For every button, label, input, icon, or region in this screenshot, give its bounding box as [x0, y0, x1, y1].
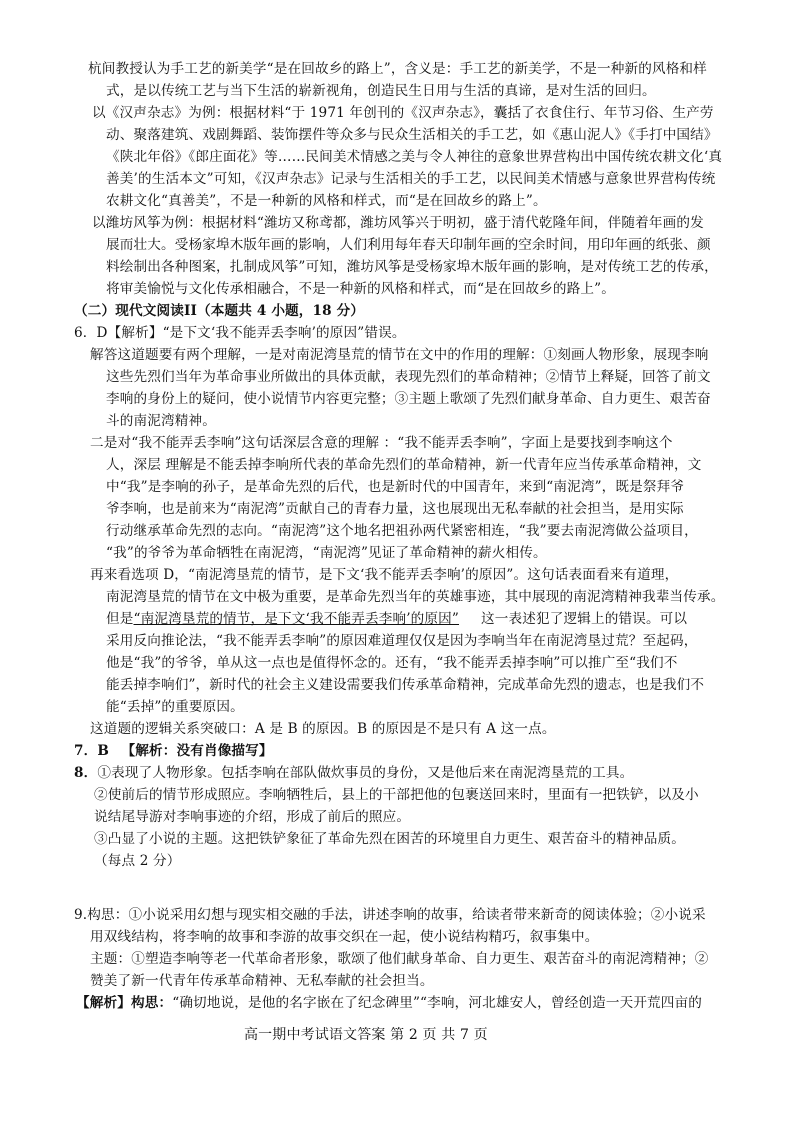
text-line: “我”的爷爷为革命牺牲在南泥湾，“南泥湾”见证了革命精神的薪火相传。 — [106, 545, 547, 561]
text-line: 善美’的生活本文”可知，《汉声杂志》记录与生活相关的手工艺，以民间美术情感与意象世界营构传统 — [106, 171, 716, 187]
text-line: 农耕文化“真善美”，不是一种新的风格和样式，而“是在回故乡的路上”。 — [106, 193, 547, 209]
text-line: 这道题的逻辑关系突破口：A 是 B 的原因。B 的原因是不是只有 A 这一点。 — [90, 721, 556, 737]
analysis-label: 【解析】构思： — [76, 995, 173, 1011]
text-line: 以潍坊风筝为例：根据材料“潍坊又称鸢都，潍坊风筝兴于明初，盛于清代乾隆年间，伴随着年画的发 — [92, 215, 704, 231]
text-line: 杭间教授认为手工艺的新美学“是在回故乡的路上”，含义是：手工艺的新美学，不是一种新的风格和样 — [88, 61, 707, 77]
question-6-answer-line: 6．D【解析】“是下文‘我不能弄丢李响’的原因”错误。 — [74, 325, 406, 341]
score-note: （每点 2 分） — [94, 853, 181, 869]
text-line: 用双线结构，将李响的故事和李游的故事交织在一起，使小说结构精巧，叙事集中。 — [90, 929, 599, 945]
text-line: 爷李响，也是前来为“南泥湾”贡献自己的青春力量，这也展现出无私奉献的社会担当，是用实际 — [106, 501, 684, 517]
text-line: 主题：①塑造李响等老一代革命者形象，歌颂了他们献身革命、自力更生、艰苦奋斗的南泥湾精神；② — [90, 951, 709, 967]
text-line: 将审美愉悦与文化传承相融合，不是一种新的风格和样式，而“是在回故乡的路上”。 — [106, 281, 615, 297]
question-7-text: 【解析：没有肖像描写】 — [121, 743, 273, 759]
text-line: 式，是以传统工艺与当下生活的崭新视角，创造民生日用与生活的真谛，是对生活的回归。 — [106, 83, 656, 99]
text-line: 南泥湾垦荒的情节在文中极为重要，是革命先烈当年的英雄事迹，其中展现的南泥湾精神我辈当传承。 — [106, 589, 725, 605]
text-line: 解答这道题要有两个理解，一是对南泥湾垦荒的情节在文中的作用的理解：①刻画人物形象，展现李响 — [90, 347, 709, 363]
text-line: 采用反向推论法，“我不能弄丢李响”的原因难道理仅仅是因为李响当年在南泥湾垦过荒？至起码， — [106, 633, 698, 649]
text-line: 说结尾导游对李响事迹的介绍，形成了前后的照应。 — [94, 809, 411, 825]
text-line: “确切地说，是他的名字嵌在了纪念碑里”“李响，河北雄安人，曾经创造一天开荒四亩的 — [172, 995, 703, 1011]
text-line: 《陕北年俗》《郎庄面花》等……民间美术情感之美与令人神往的意象世界营构出中国传统农耕文化‘真 — [106, 149, 723, 165]
text-line: 能丢掉李响们”，新时代的社会主义建设需要我们传承革命精神，完成革命先烈的遗志，也是我们不 — [106, 677, 705, 693]
text-fragment: 这一表述犯了逻辑上的错误。可以 — [481, 611, 688, 627]
text-line: 9.构思：①小说采用幻想与现实相交融的手法，讲述李响的故事，给读者带来新奇的阅读体验；②小说采 — [74, 907, 706, 923]
question-8-number: 8． — [74, 765, 98, 781]
text-line: 行动继承革命先烈的志向。“南泥湾”这个地名把祖孙两代紧密相连，“我”要去南泥湾做公益项目， — [106, 523, 698, 539]
text-line: 二是对“我不能弄丢李响”这句话深层含意的理解 ：“我不能弄丢李响”，字面上是要找到李响这个 — [90, 435, 673, 451]
paragraph-hansheng — [0, 102, 794, 212]
text-line: ③凸显了小说的主题。这把铁铲象征了革命先烈在困苦的环境里自力更生、艰苦奋斗的精神品质。 — [94, 831, 685, 847]
text-line: 这些先烈们当年为革命事业所做出的具体贡献，表现先烈们的革命精神；②情节上释疑，回答了前文 — [106, 369, 711, 385]
question-9 — [0, 904, 794, 1014]
paragraph-hangjian — [0, 58, 794, 102]
underlined-quote: “南泥湾垦荒的情节，是下文‘我不能弄丢李响’的原因” — [133, 611, 460, 627]
text-line: 动、聚落建筑、戏剧舞蹈、装饰摆件等众多与民众生活相关的手工艺，如《惠山泥人》《手打中国结》 — [106, 127, 718, 143]
text-line: 李响的身份上的疑问，使小说情节内容更完整；③主题上歌颂了先烈们献身革命、自力更生、艰苦奋 — [106, 391, 711, 407]
page-footer: 高一期中考试语文答案 第 2 页 共 7 页 — [244, 1027, 488, 1043]
text-line: 斗的南泥湾精神。 — [106, 413, 216, 429]
text-line: 人，深层 理解是不能丢掉李响所代表的革命先烈们的革命精神，新一代青年应当传承革命精神，文 — [106, 457, 702, 473]
question-8 — [0, 762, 794, 872]
text-line: ①表现了人物形象。包括李响在部队做炊事员的身份，又是他后来在南泥湾垦荒的工具。 — [97, 765, 634, 781]
text-line: 赞美了新一代青年传承革命精神、无私奉献的社会担当。 — [90, 973, 434, 989]
text-line: 再来看选项 D，“南泥湾垦荒的情节，是下文‘我不能弄丢李响’的原因”。这句话表面看来有道理， — [90, 567, 679, 583]
text-line: 展而壮大。受杨家埠木版年画的影响，人们利用每年春天印制年画的空余时间，用印年画的纸张、颜 — [106, 237, 711, 253]
text-line: 他是“我”的爷爷，单从这一点也是值得怀念的。还有，“我不能弄丢掉李响”可以推广至“我们不 — [106, 655, 678, 671]
text-line: 中“我”是李响的孙子，是革命先烈的后代，也是新时代的中国青年，来到“南泥湾”，既是祭拜爷 — [106, 479, 685, 495]
text-fragment: 但是 — [106, 611, 134, 627]
text-line: ②使前后的情节形成照应。李响牺牲后，县上的干部把他的包裹送回来时，里面有一把铁铲，以及小 — [94, 787, 699, 803]
question-7 — [0, 740, 794, 762]
text-line: 能“丢掉”的重要原因。 — [106, 699, 244, 715]
question-6 — [0, 322, 794, 740]
section-heading: （二）现代文阅读II（本题共 4 小题，18 分） — [74, 303, 365, 319]
paragraph-weifang — [0, 212, 794, 300]
text-line: 以《汉声杂志》为例：根据材料“于 1971 年创刊的《汉声杂志》，囊括了衣食住行、年节习俗、生产劳 — [92, 105, 714, 121]
question-7-number: 7．B — [74, 743, 109, 759]
text-line-with-underline — [0, 608, 794, 630]
text-line: 料绘制出各种图案，扎制成风筝”可知，潍坊风筝是受杨家埠木版年画的影响，是对传统工艺的传承， — [106, 259, 718, 275]
